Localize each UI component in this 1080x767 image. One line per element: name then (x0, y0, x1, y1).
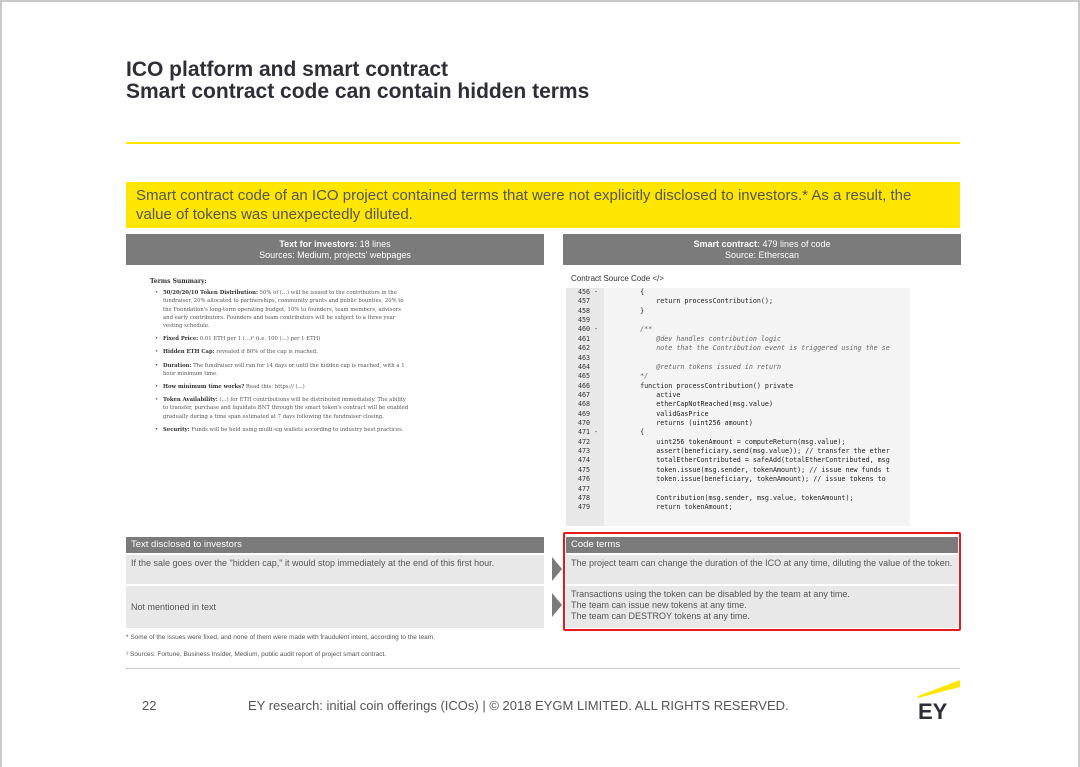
code-line-text: etherCapNotReached(msg.value) (624, 400, 773, 409)
code-line-text: */ (624, 372, 649, 381)
contract-source-title: Contract Source Code </> (571, 274, 664, 283)
terms-heading: Terms Summary: (150, 278, 207, 285)
disclosed-row-2 (126, 586, 544, 628)
title-divider (126, 142, 960, 144)
code-line-number: 479 (578, 503, 591, 512)
code-line (566, 428, 910, 437)
code-line (566, 363, 910, 372)
code-line (566, 344, 910, 353)
terms-item (150, 348, 412, 356)
code-line-text: /** (624, 325, 653, 334)
terms-item (150, 335, 412, 343)
terms-item-label: Security: (163, 426, 190, 433)
slide-title (126, 59, 589, 103)
code-line (566, 297, 910, 306)
code-line (566, 354, 910, 363)
code-line-number: 469 (578, 409, 591, 418)
code-line-text: token.issue(msg.sender, tokenAmount); // issue new funds t (624, 465, 890, 474)
code-line-text: token.issue(beneficiary, tokenAmount); // issue tokens to (624, 475, 886, 484)
code-term-line: Transactions using the token can be disabled by the team at any time. (571, 589, 850, 599)
code-line-number: 470 (578, 419, 591, 428)
code-line (566, 419, 910, 428)
terms-summary-document (150, 278, 412, 439)
code-line (566, 503, 910, 512)
code-line-text: } (624, 306, 645, 315)
code-terms-header: Code terms (566, 537, 958, 553)
code-line-text: assert(beneficiary.send(msg.value)); // transfer the ether (624, 447, 890, 456)
terms-item-text: 50% of (...) will be issued to the contributors in the fundraiser, 20% allocated to partnerships, community grants and public bounties, 20% to the Foundation's long-term operating budget, 10% to founders, team members, advisors and early contributors. Founders and team contributors will be subject to a three year vesting schedule. (163, 290, 404, 330)
code-line (566, 438, 910, 447)
footnote-fixed-issues: * Some of the issues were fixed, and none of them were made with fraudulent intent, according to the team. (126, 634, 435, 641)
code-line (566, 456, 910, 465)
disclosed-row-2-text: Not mentioned in text (131, 601, 217, 612)
code-line-text: { (624, 428, 645, 437)
code-line-number: 474 (578, 456, 591, 465)
code-line (566, 288, 910, 297)
code-line (566, 335, 910, 344)
investor-header-sources: Sources: Medium, projects' webpages (259, 250, 411, 260)
terms-item (150, 396, 412, 421)
investor-header-label: Text for investors: (279, 239, 358, 249)
code-line-text: return tokenAmount; (624, 503, 733, 512)
code-line-number: 457 (578, 297, 591, 306)
terms-item-text: revealed if 80% of the cap is reached. (214, 349, 318, 356)
code-line-number: 458 (578, 306, 591, 315)
code-line-number: 467 (578, 390, 591, 399)
code-line-number: 459 (578, 316, 591, 325)
investor-header-count: 18 lines (357, 239, 391, 249)
code-terms-row-2 (566, 586, 958, 628)
investor-text-header (126, 234, 544, 265)
disclosed-row-1: If the sale goes over the "hidden cap," it would stop immediately at the end of this first hour. (126, 555, 544, 584)
code-line-number: 456 - (578, 288, 599, 296)
code-line (566, 410, 910, 419)
code-line-number: 473 (578, 447, 591, 456)
code-line (566, 382, 910, 391)
terms-item-label: Token Availability: (163, 397, 218, 404)
code-line (566, 316, 910, 325)
code-line (566, 494, 910, 503)
code-term-line: The team can DESTROY tokens at any time. (571, 611, 750, 621)
code-line-text: { (624, 288, 645, 296)
code-line-text: note that the Contribution event is triggered using the se (624, 344, 890, 353)
code-line-number: 477 (578, 484, 591, 493)
code-line-number: 464 (578, 362, 591, 371)
code-line-text: totalEtherContributed = safeAdd(totalEtherContributed, msg (624, 456, 890, 465)
code-line (566, 307, 910, 316)
code-line (566, 485, 910, 494)
ey-logo-text: EY (918, 699, 948, 722)
smart-contract-header (563, 234, 961, 265)
code-line-text: function processContribution() private (624, 381, 794, 390)
code-line-text: return processContribution(); (624, 297, 773, 306)
contract-header-count: 479 lines of code (759, 239, 831, 249)
ey-logo (916, 676, 962, 722)
code-line-number: 468 (578, 400, 591, 409)
terms-item-label: Hidden ETH Cap: (163, 349, 215, 356)
contract-header-sources: Source: Etherscan (724, 250, 800, 260)
terms-item (150, 362, 412, 378)
code-line-text: @dev handles contribution logic (624, 334, 782, 343)
code-line-text: uint256 tokenAmount = computeReturn(msg.value); (624, 437, 846, 446)
terms-item-text: (...) for ETH contributions will be distributed immediately. The ability to transfer, purchase and liquidate BNT through the smart token's contract will be enabled gradually during a time span estimated at 7 days following the fundraiser closing. (163, 397, 409, 420)
code-line-number: 478 (578, 493, 591, 502)
code-line-text: returns (uint256 amount) (624, 419, 753, 428)
code-terms-row-1: The project team can change the duration of the ICO at any time, diluting the value of the token. (566, 555, 958, 584)
terms-item-label: Fixed Price: (163, 336, 199, 343)
terms-item-text: Funds will be held using multi-sig wallets according to industry best practices. (189, 426, 404, 433)
footer-copyright: EY research: initial coin offerings (ICOs) | © 2018 EYGM LIMITED. ALL RIGHTS RESERVED. (248, 698, 789, 713)
code-line-number: 465 (578, 372, 591, 381)
code-line (566, 400, 910, 409)
summary-banner: Smart contract code of an ICO project contained terms that were not explicitly disclosed to investors.* As a result, the value of tokens was unexpectedly diluted. (126, 182, 960, 228)
code-line-number: 476 (578, 475, 591, 484)
code-line-number: 475 (578, 465, 591, 474)
arrow-right-icon (552, 593, 562, 617)
page-number: 22 (142, 698, 157, 713)
code-line-number: 460 - (578, 325, 599, 334)
code-line (566, 447, 910, 456)
terms-list (150, 289, 412, 434)
contract-source-code (566, 288, 910, 526)
code-line (566, 475, 910, 484)
terms-item (150, 383, 412, 391)
terms-item-label: Duration: (163, 362, 192, 369)
code-line-number: 461 (578, 334, 591, 343)
code-line-number: 471 - (578, 428, 599, 437)
code-line (566, 325, 910, 334)
code-line-number: 466 (578, 381, 591, 390)
terms-item-text: The fundraiser will run for 14 days or until the hidden cap is reached, with a 1 hour minimum time. (163, 362, 405, 377)
contract-header-label: Smart contract: (693, 239, 760, 249)
arrow-right-icon (552, 557, 562, 581)
title-line-2: Smart contract code can contain hidden terms (126, 80, 590, 103)
code-line (566, 466, 910, 475)
code-term-line: The team can issue new tokens at any time. (571, 600, 747, 610)
disclosed-text-header: Text disclosed to investors (126, 537, 544, 553)
terms-item (150, 426, 412, 434)
footnote-sources: ¹ Sources: Fortune, Business Insider, Medium, public audit report of project smart contract. (126, 651, 387, 658)
terms-item (150, 289, 412, 330)
terms-item-text: Read this: https:// (...) (244, 384, 305, 391)
terms-item-label: How minimum time works? (163, 384, 245, 391)
code-line (566, 372, 910, 381)
title-line-1: ICO platform and smart contract (126, 58, 449, 81)
code-line-text: active (624, 390, 681, 399)
footer-divider (126, 668, 960, 669)
terms-item-label: 50/20/20/10 Token Distribution: (163, 290, 258, 297)
code-line-text: Contribution(msg.sender, msg.value, tokenAmount); (624, 493, 854, 502)
code-line-text: @return tokens issued in return (624, 362, 782, 371)
code-line-number: 472 (578, 437, 591, 446)
code-line-number: 463 (578, 353, 591, 362)
terms-item-text: 0.01 ETH per 1 (...)¹ (i.e. 100 (...) per 1 ETH) (198, 336, 321, 343)
code-line-number: 462 (578, 344, 591, 353)
code-line-text: validGasPrice (624, 409, 709, 418)
code-line (566, 391, 910, 400)
